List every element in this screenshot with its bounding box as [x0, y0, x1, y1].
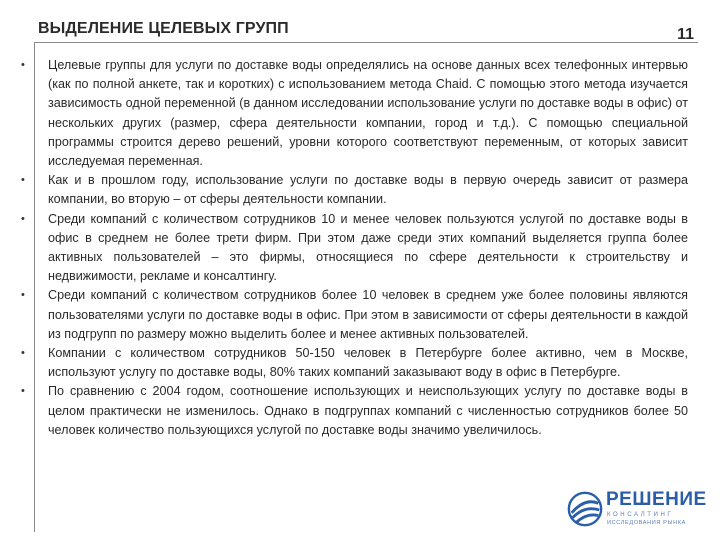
bullet-text: Среди компаний с количеством сотрудников 10 и менее человек пользуются услугой по доставке воды в офис в среднем не более трети фирм. При этом даже среди этих компаний выделяется группа более активных пользователей – это фирмы, относящиеся по сфере деятельности к строительству и недвижимости, рекламе и консалтингу. — [48, 211, 688, 284]
logo-tagline-2: ИССЛЕДОВАНИЯ РЫНКА — [607, 520, 686, 526]
bullet-text: Компании с количеством сотрудников 50-150 человек в Петербурге более активно, чем в Москве, используют услугу по доставке воды, 80% таких компаний заказывают воду в офис в Петербурге. — [48, 346, 688, 380]
bullet-icon: • — [21, 174, 25, 187]
list-item — [21, 210, 688, 287]
left-divider — [34, 42, 35, 532]
bullet-icon: • — [21, 212, 25, 225]
bullet-text: Как и в прошлом году, использование услуги по доставке воды в первую очередь зависит от размера компании, во вторую – от сферы деятельности компании. — [48, 173, 688, 207]
logo-name: РЕШЕНИЕ — [606, 489, 707, 510]
company-logo — [566, 488, 708, 530]
header-divider — [34, 42, 698, 43]
page-number: 11 — [677, 26, 694, 43]
list-item — [21, 344, 688, 382]
bullet-icon: • — [21, 59, 25, 71]
bullet-icon: • — [21, 347, 25, 360]
bullet-text: Целевые группы для услуги по доставке воды определялись на основе данных всех телефонных интервью (как по полной анкете, так и коротких) с использованием метода Chaid. С помощью этого метода изучается зависимость одной переменной (в данном исследовании использование услуги по доставке воды в офис) от нескольких других (размер, сфера деятельности компании, город и т.д.). С помощью специальной программы строится дерево решений, уровни которого соответствуют переменным, от которых зависит исследуемая переменная. — [48, 58, 688, 169]
bullet-icon: • — [21, 385, 25, 398]
list-item — [21, 382, 688, 440]
page-title: ВЫДЕЛЕНИЕ ЦЕЛЕВЫХ ГРУПП — [38, 20, 289, 37]
list-item — [21, 56, 688, 171]
logo-tagline-1: КОНСАЛТИНГ — [607, 512, 674, 518]
list-item — [21, 286, 688, 344]
bullet-list — [21, 56, 688, 440]
logo-globe-icon — [566, 490, 604, 528]
bullet-icon: • — [21, 289, 25, 302]
bullet-text: Среди компаний с количеством сотрудников более 10 человек в среднем уже более половины являются пользователями услуги по доставке воды в офис. При этом в зависимости от сферы деятельности в каждой из подгрупп по размеру можно выделить более и менее активных пользователей. — [48, 288, 688, 341]
list-item — [21, 171, 688, 209]
bullet-text: По сравнению с 2004 годом, соотношение использующих и неиспользующих услугу по доставке воды в целом практически не изменилось. Однако в подгруппах компаний с численностью сотрудников более 50 человек количество пользующихся услугой по доставке воды значимо увеличилось. — [48, 384, 688, 437]
